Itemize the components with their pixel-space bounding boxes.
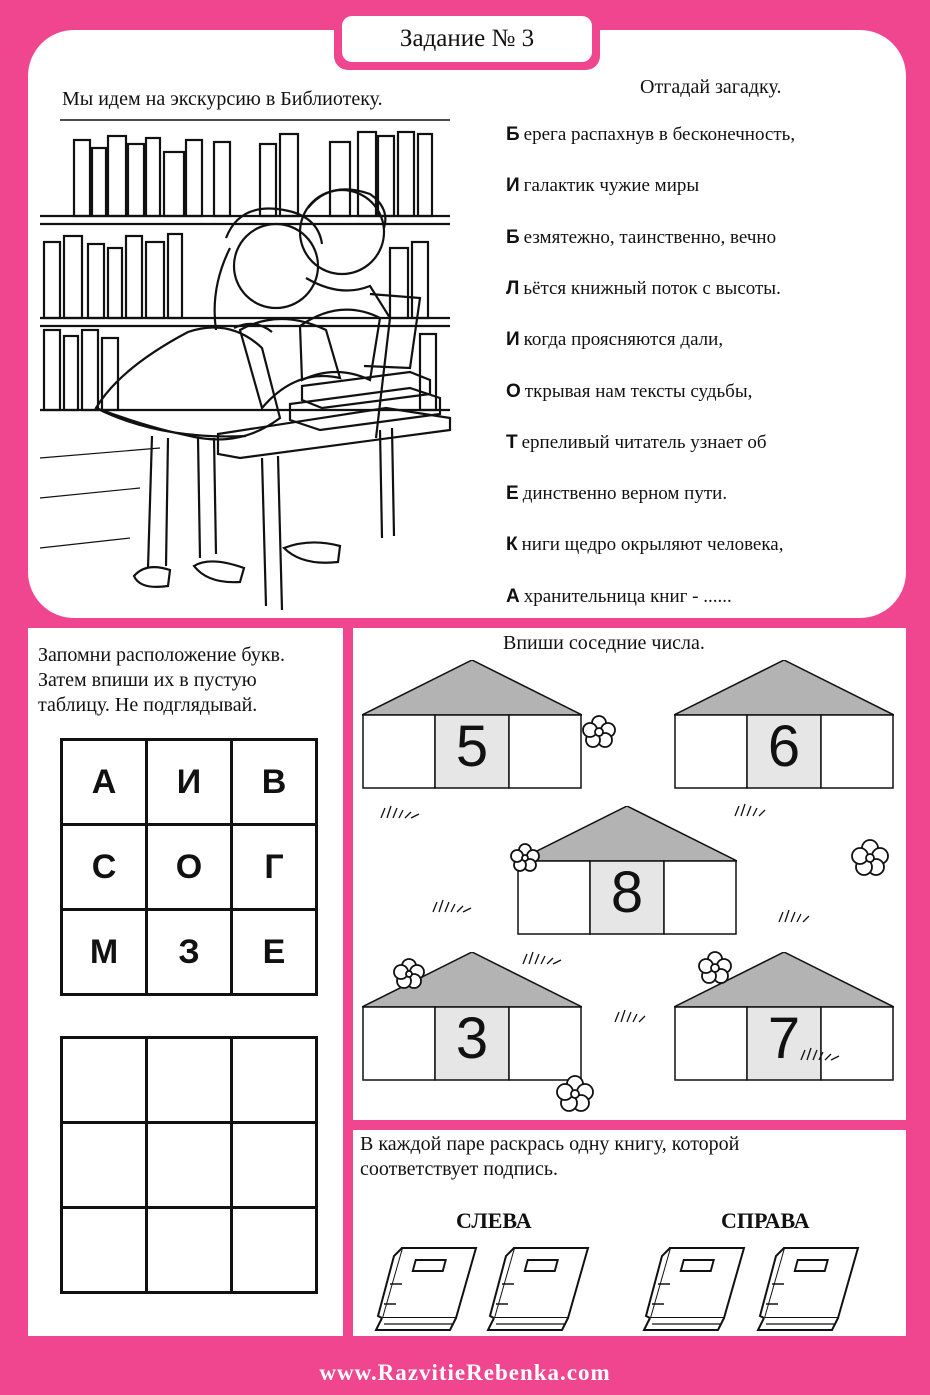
riddle-line xyxy=(506,381,752,403)
house-number: 8 xyxy=(610,859,644,925)
riddle-line xyxy=(506,329,723,351)
riddle-line xyxy=(506,175,699,197)
letter-cell: Г xyxy=(233,826,318,911)
right-label: СПРАВА xyxy=(721,1208,810,1233)
riddle-initial: И xyxy=(506,175,520,197)
letter-cell: В xyxy=(233,741,318,826)
riddle-text: ткрывая нам тексты судьбы, xyxy=(524,380,753,402)
riddle-initial: А xyxy=(506,585,520,607)
answer-cell[interactable] xyxy=(233,1039,318,1124)
letter-cell: Е xyxy=(233,911,318,996)
flower-icon xyxy=(557,1076,593,1111)
answer-cell[interactable] xyxy=(63,1039,148,1124)
letter-cell: З xyxy=(148,911,233,996)
answer-cell[interactable] xyxy=(233,1209,318,1294)
answer-cell[interactable] xyxy=(148,1039,233,1124)
excursion-caption: Мы идем на экскурсию в Библиотеку. xyxy=(62,88,383,110)
house-number: 5 xyxy=(455,713,489,779)
riddle-line xyxy=(506,124,795,146)
riddle-initial: Б xyxy=(506,226,520,248)
memory-instruction-1: Запомни расположение букв. xyxy=(38,644,285,666)
riddle-text: ерпеливый читатель узнает об xyxy=(521,431,767,453)
riddle-text: когда проясняются дали, xyxy=(523,329,724,351)
letter-cell: И xyxy=(148,741,233,826)
riddle-text: динственно верном пути. xyxy=(522,483,728,505)
answer-cell[interactable] xyxy=(233,1124,318,1209)
left-label: СЛЕВА xyxy=(456,1208,532,1233)
riddle-text: хранительница книг - ...... xyxy=(523,585,732,607)
riddle-line xyxy=(506,278,781,300)
grass-tuft xyxy=(801,1048,839,1060)
house-number: 6 xyxy=(767,713,801,779)
riddle-line xyxy=(506,586,732,608)
books-instruction-1: В каждой паре раскрась одну книгу, которой xyxy=(360,1133,740,1155)
riddle-text: ьётся книжный поток с высоты. xyxy=(523,277,781,299)
riddle-text: ниги щедро окрыляют человека, xyxy=(521,534,784,556)
page-title: Задание № 3 xyxy=(342,16,592,62)
library-illustration xyxy=(40,118,460,618)
riddle-heading: Отгадай загадку. xyxy=(640,76,782,98)
footer-url: www.RazvitieRebenka.com xyxy=(319,1360,611,1385)
riddle-text: галактик чужие миры xyxy=(523,175,700,197)
memory-instruction-3: таблицу. Не подглядывай. xyxy=(38,694,258,716)
grass-tuft xyxy=(523,952,561,964)
grass-tuft xyxy=(433,900,471,912)
house-number: 3 xyxy=(455,1005,489,1071)
book-icon[interactable] xyxy=(754,1244,864,1336)
riddle-line xyxy=(506,432,767,454)
riddle-initial: Е xyxy=(506,483,519,505)
book-icon[interactable] xyxy=(640,1244,750,1336)
riddle-initial: И xyxy=(506,329,520,351)
neighbors-heading: Впиши соседние числа. xyxy=(503,632,705,654)
letter-cell: А xyxy=(63,741,148,826)
grass-tuft xyxy=(381,806,419,818)
flower-icon xyxy=(699,952,731,983)
memory-instruction-2: Затем впиши их в пустую xyxy=(38,669,257,691)
answer-cell[interactable] xyxy=(148,1209,233,1294)
riddle-initial: Б xyxy=(506,124,520,145)
riddle-initial: О xyxy=(506,380,521,402)
riddle-line xyxy=(506,483,727,505)
riddle-initial: Л xyxy=(506,277,520,299)
answer-cell[interactable] xyxy=(148,1124,233,1209)
letter-cell: М xyxy=(63,911,148,996)
letter-grid xyxy=(60,738,318,996)
grass-tuft xyxy=(735,804,765,816)
riddle-initial: Т xyxy=(506,431,518,453)
riddle-initial: К xyxy=(506,534,518,556)
flower-icon xyxy=(583,716,615,747)
book-icon[interactable] xyxy=(372,1244,482,1336)
letter-cell: О xyxy=(148,826,233,911)
riddle-text: езмятежно, таинственно, вечно xyxy=(523,226,777,248)
empty-answer-grid xyxy=(60,1036,318,1294)
riddle-line xyxy=(506,534,784,556)
book-icon[interactable] xyxy=(484,1244,594,1336)
house-number: 7 xyxy=(767,1005,801,1071)
flower-icon xyxy=(394,959,424,988)
books-instruction-2: соответствует подпись. xyxy=(360,1158,558,1180)
grass-tuft xyxy=(615,1010,645,1022)
letter-cell: С xyxy=(63,826,148,911)
answer-cell[interactable] xyxy=(63,1209,148,1294)
flower-icon xyxy=(511,844,539,871)
riddle-text: ерега распахнув в бесконечность, xyxy=(523,124,796,145)
answer-cell[interactable] xyxy=(63,1124,148,1209)
grass-tuft xyxy=(779,910,809,922)
meadow-decoration xyxy=(353,628,906,1120)
riddle-line xyxy=(506,227,776,249)
title-box xyxy=(334,10,600,70)
flower-icon xyxy=(852,840,888,875)
